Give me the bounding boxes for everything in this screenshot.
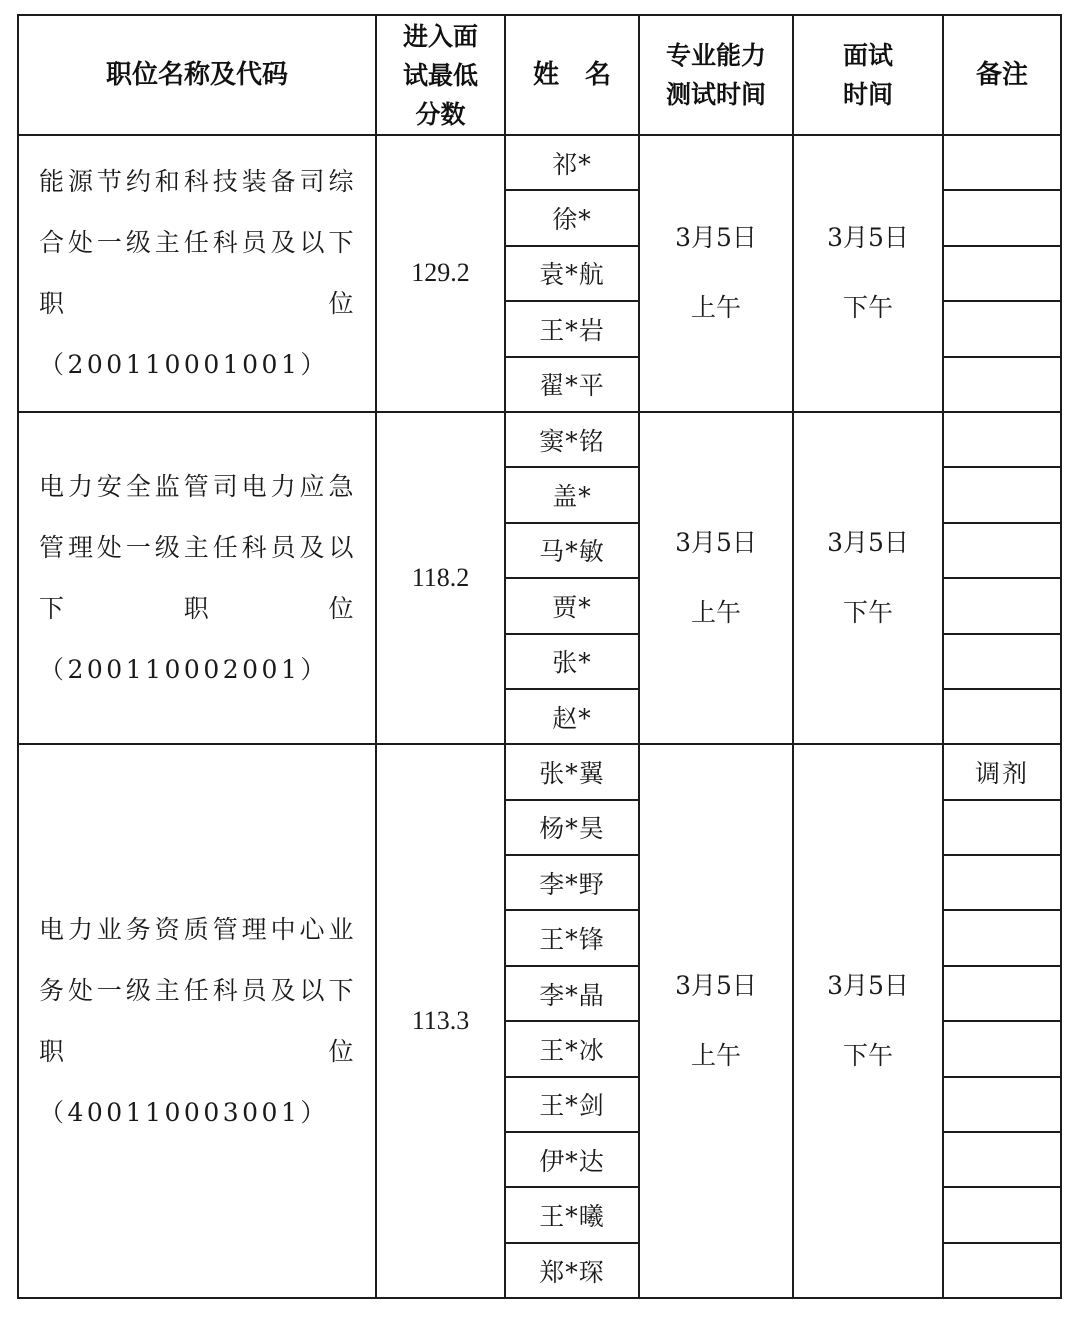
candidate-name: 马*敏 bbox=[505, 523, 639, 578]
position-title: 电力安全监管司电力应急管理处一级主任科员及以下职位（200110002001） bbox=[39, 472, 357, 685]
candidate-name: 李*野 bbox=[505, 855, 639, 910]
test-time-cell bbox=[639, 412, 793, 744]
candidate-name: 窦*铭 bbox=[505, 412, 639, 467]
candidate-name: 李*晶 bbox=[505, 966, 639, 1021]
interview-period: 下午 bbox=[842, 293, 893, 323]
candidate-row bbox=[18, 135, 1061, 190]
note-cell bbox=[943, 578, 1061, 633]
note-cell bbox=[943, 800, 1061, 855]
min-score-cell: 118.2 bbox=[376, 412, 505, 744]
candidate-name: 袁*航 bbox=[505, 246, 639, 301]
note-cell bbox=[943, 855, 1061, 910]
test-date: 3月5日 bbox=[675, 528, 757, 558]
note-cell bbox=[943, 1077, 1061, 1132]
candidate-name: 杨*昊 bbox=[505, 800, 639, 855]
header-row bbox=[18, 15, 1061, 135]
candidate-name: 盖* bbox=[505, 467, 639, 522]
test-period: 上午 bbox=[690, 598, 741, 628]
interview-schedule-table bbox=[17, 14, 1062, 1299]
note-cell bbox=[943, 1243, 1061, 1298]
candidate-name: 张*翼 bbox=[505, 744, 639, 799]
candidate-name: 祁* bbox=[505, 135, 639, 190]
candidate-name: 贾* bbox=[505, 578, 639, 633]
test-time-cell bbox=[639, 135, 793, 412]
header-min-score-line-1: 进入面 bbox=[402, 21, 478, 51]
header-interview-line-2: 时间 bbox=[842, 80, 893, 109]
interview-date: 3月5日 bbox=[827, 971, 909, 1001]
test-date: 3月5日 bbox=[675, 971, 757, 1001]
test-time-cell bbox=[639, 744, 793, 1298]
candidate-name: 伊*达 bbox=[505, 1132, 639, 1187]
note-cell bbox=[943, 1132, 1061, 1187]
candidate-name: 赵* bbox=[505, 689, 639, 744]
header-interview-time bbox=[793, 15, 943, 135]
position-title: 电力业务资质管理中心业务处一级主任科员及以下职位（400110003001） bbox=[39, 915, 357, 1128]
candidate-row bbox=[18, 412, 1061, 467]
candidate-row bbox=[18, 744, 1061, 799]
interview-time-cell bbox=[793, 744, 943, 1298]
test-period: 上午 bbox=[690, 293, 741, 323]
note-cell bbox=[943, 689, 1061, 744]
test-date: 3月5日 bbox=[675, 223, 757, 253]
position-cell bbox=[18, 744, 376, 1298]
note-cell bbox=[943, 190, 1061, 245]
header-interview-line-1: 面试 bbox=[842, 41, 893, 70]
note-cell bbox=[943, 467, 1061, 522]
interview-period: 下午 bbox=[842, 598, 893, 628]
note-cell: 调剂 bbox=[943, 744, 1061, 799]
note-cell bbox=[943, 135, 1061, 190]
note-cell bbox=[943, 301, 1061, 356]
header-min-score bbox=[376, 15, 505, 135]
candidate-name: 翟*平 bbox=[505, 357, 639, 412]
note-cell bbox=[943, 1187, 1061, 1242]
header-test-time-line-1: 专业能力 bbox=[665, 41, 766, 70]
note-cell bbox=[943, 1021, 1061, 1076]
candidate-name: 王*剑 bbox=[505, 1077, 639, 1132]
note-cell bbox=[943, 966, 1061, 1021]
header-test-time bbox=[639, 15, 793, 135]
note-cell bbox=[943, 634, 1061, 689]
note-cell bbox=[943, 523, 1061, 578]
test-period: 上午 bbox=[690, 1041, 741, 1071]
header-name: 姓 名 bbox=[505, 15, 639, 135]
candidate-name: 王*岩 bbox=[505, 301, 639, 356]
header-min-score-line-2: 试最低 bbox=[402, 60, 478, 90]
interview-time-cell bbox=[793, 135, 943, 412]
min-score-cell: 113.3 bbox=[376, 744, 505, 1298]
candidate-name: 王*曦 bbox=[505, 1187, 639, 1242]
candidate-name: 王*冰 bbox=[505, 1021, 639, 1076]
note-cell bbox=[943, 910, 1061, 965]
interview-period: 下午 bbox=[842, 1041, 893, 1071]
candidate-name: 王*锋 bbox=[505, 910, 639, 965]
note-cell bbox=[943, 412, 1061, 467]
min-score-cell: 129.2 bbox=[376, 135, 505, 412]
header-test-time-line-2: 测试时间 bbox=[665, 80, 766, 109]
candidate-name: 郑*琛 bbox=[505, 1243, 639, 1298]
interview-time-cell bbox=[793, 412, 943, 744]
candidate-name: 徐* bbox=[505, 190, 639, 245]
note-cell bbox=[943, 246, 1061, 301]
candidate-name: 张* bbox=[505, 634, 639, 689]
note-cell bbox=[943, 357, 1061, 412]
header-note: 备注 bbox=[943, 15, 1061, 135]
header-position: 职位名称及代码 bbox=[18, 15, 376, 135]
position-cell bbox=[18, 412, 376, 744]
interview-date: 3月5日 bbox=[827, 528, 909, 558]
position-title: 能源节约和科技装备司综合处一级主任科员及以下职位（200110001001） bbox=[39, 167, 357, 380]
header-min-score-line-3: 分数 bbox=[415, 99, 466, 129]
position-cell bbox=[18, 135, 376, 412]
interview-date: 3月5日 bbox=[827, 223, 909, 253]
